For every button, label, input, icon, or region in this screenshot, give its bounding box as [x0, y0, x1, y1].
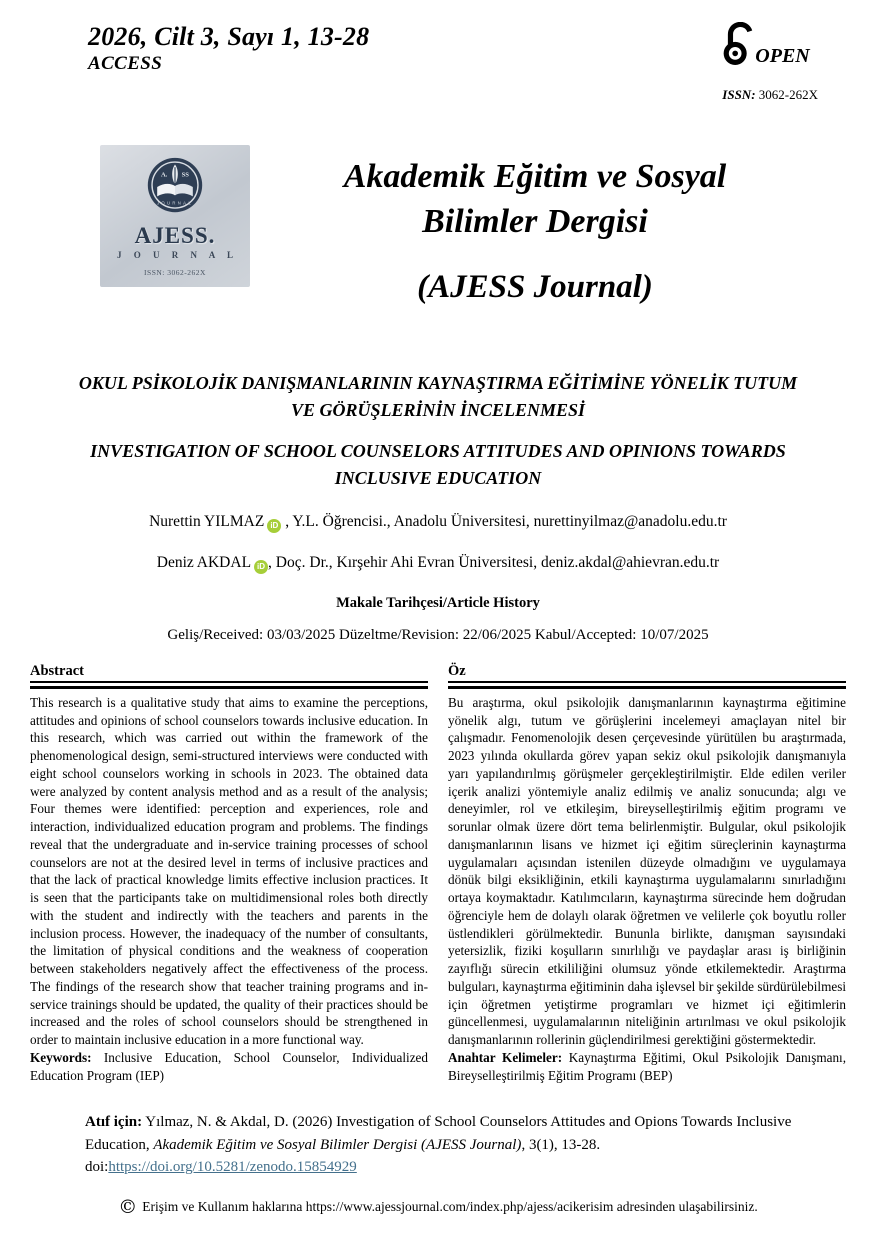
oz-divider	[448, 686, 846, 689]
abstract-english-column	[30, 663, 428, 1085]
citation-label: Atıf için:	[85, 1114, 143, 1131]
abstract-heading: Abstract	[30, 663, 428, 683]
anahtar-kelimeler-label: Anahtar Kelimeler:	[448, 1049, 563, 1065]
journal-title: Akademik Eğitim ve Sosyal Bilimler Dergisi	[343, 158, 727, 240]
svg-text:A.: A.	[160, 171, 168, 179]
journal-subtitle: (AJESS Journal)	[417, 268, 653, 305]
ajess-logo	[100, 145, 250, 287]
orcid-icon[interactable]: iD	[254, 560, 268, 574]
doi-link[interactable]: https://doi.org/10.5281/zenodo.15854929	[108, 1159, 357, 1176]
article-title-english: INVESTIGATION OF SCHOOL COUNSELORS ATTITUDES AND OPINIONS TOWARDS INCLUSIVE EDUCATION	[90, 440, 786, 488]
abstract-divider	[30, 686, 428, 689]
citation-journal-name: Akademik Eğitim ve Sosyal Bilimler Dergisi (AJESS Journal)	[153, 1136, 522, 1153]
open-access-wrap-text: ACCESS	[88, 53, 163, 74]
logo-name: AJESS.	[134, 222, 216, 248]
author-line-1	[30, 513, 846, 533]
page-footer	[0, 1196, 876, 1218]
anahtar-kelimeler-line	[448, 1049, 846, 1085]
author-1-details: , Y.L. Öğrencisi., Anadolu Üniversitesi, nurettinyilmaz@anadolu.edu.tr	[281, 512, 727, 530]
svg-text:SS: SS	[181, 171, 189, 179]
copyright-icon: ©	[118, 1196, 138, 1218]
author-line-2	[30, 554, 846, 574]
article-history-dates: Geliş/Received: 03/03/2025 Düzeltme/Revision: 22/06/2025 Kabul/Accepted: 10/07/2025	[167, 626, 709, 643]
article-title-turkish: OKUL PSİKOLOJİK DANIŞMANLARININ KAYNAŞTIRMA EĞİTİMİNE YÖNELİK TUTUM VE GÖRÜŞLERİNİN İNCELENMESİ	[78, 372, 798, 420]
issn-line	[722, 87, 818, 103]
footer-text: Erişim ve Kullanım haklarına https://www.ajessjournal.com/index.php/ajess/acikerisim adresinden ulaşabilirsiniz.	[142, 1199, 758, 1214]
abstracts-section	[30, 663, 846, 1085]
citation-text-2: , 3(1), 13-28. doi:	[85, 1136, 601, 1176]
orcid-icon[interactable]: iD	[267, 519, 281, 533]
open-access-badge	[722, 22, 818, 71]
article-history-heading: Makale Tarihçesi/Article History	[336, 594, 540, 611]
brand-row	[30, 145, 846, 306]
author-2-name: Deniz AKDAL	[156, 553, 252, 571]
author-1-name: Nurettin YILMAZ	[149, 512, 265, 530]
citation-text-1: Yılmaz, N. & Akdal, D. (2026) Investigation of School Counselors Attitudes and Opions Towards Inclusive Education,	[85, 1114, 792, 1153]
open-access-lock-icon	[722, 22, 754, 71]
abstract-turkish-column	[448, 663, 846, 1085]
open-access-label: OPEN	[755, 45, 810, 67]
keywords-text: Inclusive Education, School Counselor, Individualized Education Program (IEP)	[30, 1049, 428, 1083]
oz-body: Bu araştırma, okul psikolojik danışmanlarının kaynaştırma eğitimine yönelik algı, tutum ve görüşlerini incelemeyi amaçlayan nitel bir çalışmadır. Fenomenolojik desen çerçevesinde yürütülen bu araştırmada, 2023 yılında okullarda görev yapan sekiz okul psikolojik danışmanıyla yarı yapılandırılmış görüşmeler gerçekleştirilmiştir. Elde edilen veriler içerik analizi yöntemiyle analiz edilmiş ve analiz sonucunda; algı ve deneyimler, rol ve etkileşim, bireyselleştirilmiş eğitim programı ve sorunlar olmak üzere dört tema belirlenmiştir. Bulgular, okul psikolojik danışmanlarının lisans ve hizmet içi eğitim süreçlerinin kaynaştırma uygulamaları açısından istenilen düzeyde olmadığını ve uygulamaya dönük bilgi eksikliğinin, etkili kaynaştırma uygulamalarını sınırladığını ortaya koymaktadır. Katılımcıların, kaynaştırma sürecinde hem doğrudan öğrenciyle hem de dolaylı olarak öğretmen ve velilerle çok boyutlu roller üstlendikleri görülmektedir. Bununla birlikte, danışman sayısındaki yetersizlik, fiziki koşulların sınırlılığı ve paydaşlar arası iş birliğinin zayıflığı sürecin etkililiğini olumsuz yönde etkilemektedir. Araştırma bulguları, kaynaştırma eğitiminin daha işlevsel bir şekilde sürdürülebilmesi için öğretmen yetiştirme programları ve hizmet içi eğitimlerin güncellenmesi, uygulamalarının niteliğinin artırılması ve okul psikolojik danışmanlarının rollerinin güçlendirilmesi gerektiğini göstermektedir.	[448, 694, 846, 1047]
logo-subname: J O U R N A L	[116, 249, 238, 260]
page-header	[30, 22, 846, 103]
keywords-line	[30, 1049, 428, 1085]
oz-heading: Öz	[448, 663, 846, 683]
author-2-details: , Doç. Dr., Kırşehir Ahi Evran Üniversitesi, deniz.akdal@ahievran.edu.tr	[268, 553, 720, 571]
journal-title-block	[250, 145, 820, 306]
issue-info: 2026, Cilt 3, Sayı 1, 13-28	[88, 22, 370, 51]
abstract-body: This research is a qualitative study that aims to examine the perceptions, attitudes and opinions of school counselors towards inclusive education. In this research, which was carried out within the framework of the phenomenological design, semi-structured interviews were conducted with eight school counselors working in schools in 2023. The obtained data were analyzed by content analysis method and as a result of the analysis; Four themes were identified: perception and experiences, role and interaction, individualized education program and problems. The findings reveal that the undergraduate and in-service training processes of school counselors are not at the desired level in terms of inclusive practices and that the lack of practical knowledge limits effective inclusion practices. It is seen that the participants take on multidimensional roles both directly with the student and indirectly with the teachers and parents in the inclusion process. However, the inadequacy of the number of consultants, the limitation of physical conditions and the weakness of cooperation between stakeholders negatively affect the effectiveness of the process. The findings of the research show that teacher training programs and in-service trainings should be updated, the quality of their practices should be increased and the roles of school counselors should be strengthened in order to maintain inclusive education in a more functional way.	[30, 694, 428, 1047]
issue-info-block	[88, 22, 369, 75]
logo-issn: ISSN: 3062-262X	[144, 267, 206, 277]
anahtar-kelimeler-text: Kaynaştırma Eğitimi, Okul Psikolojik Danışmanı, Bireyselleştirilmiş Eğitim Programı (BEP)	[448, 1049, 846, 1083]
ajess-emblem-icon	[145, 156, 205, 221]
svg-text:JOURNAL: JOURNAL	[156, 199, 194, 205]
citation-block	[85, 1111, 794, 1179]
issn-value: 3062-262X	[758, 87, 818, 102]
header-right-block	[722, 22, 818, 103]
issn-label: ISSN:	[722, 87, 756, 102]
keywords-label: Keywords:	[30, 1049, 92, 1065]
